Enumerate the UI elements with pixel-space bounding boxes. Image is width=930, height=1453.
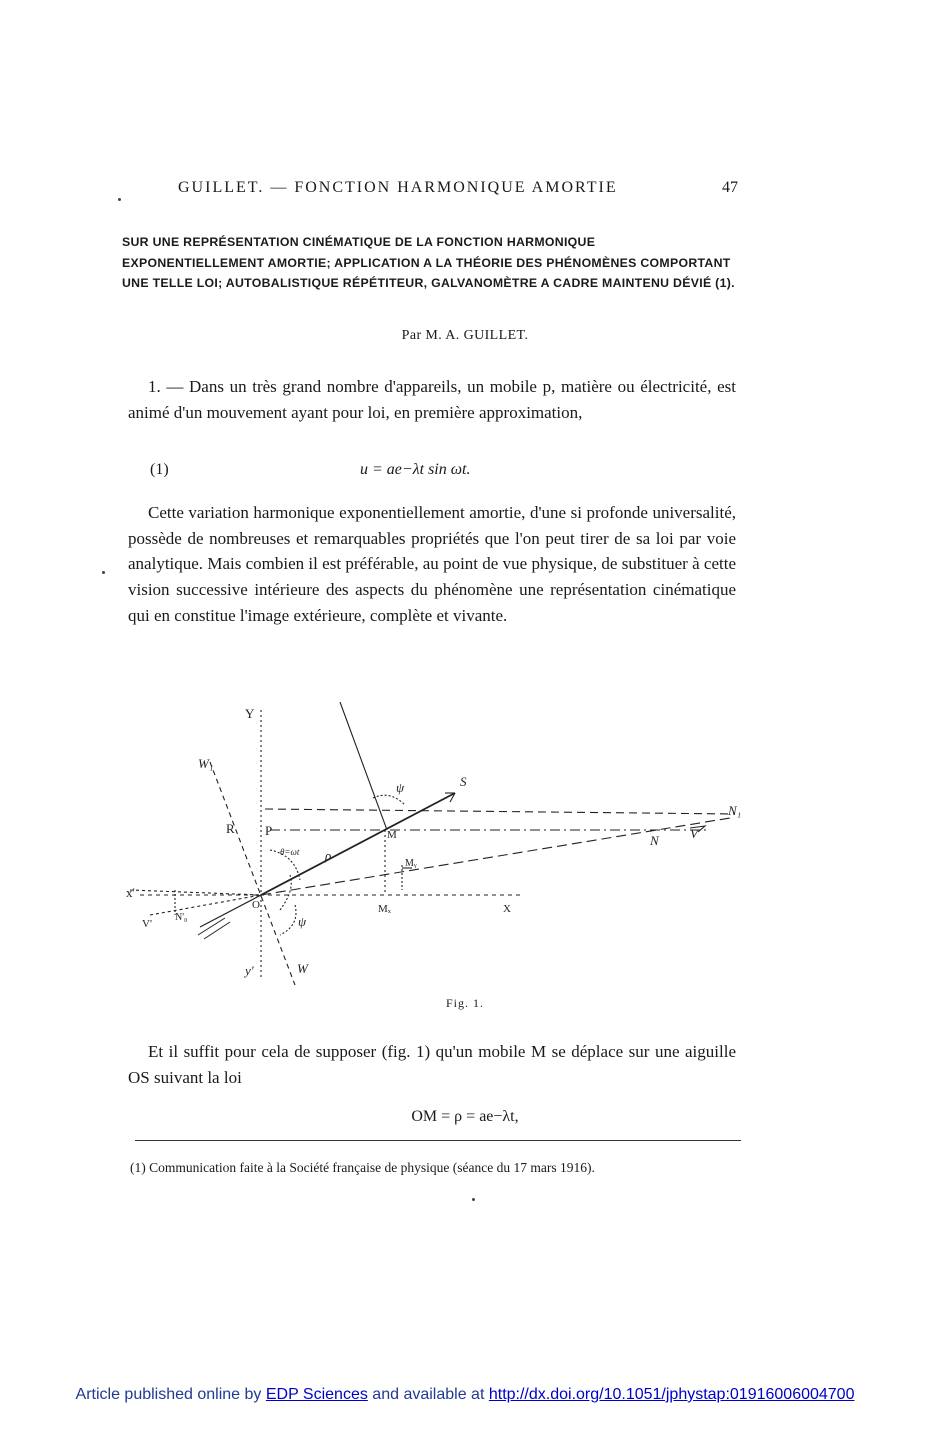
page-number: 47 xyxy=(722,179,738,196)
running-title: GUILLET. — FONCTION HARMONIQUE AMORTIE xyxy=(178,179,618,196)
label-S: S xyxy=(460,774,467,789)
label-X: X xyxy=(503,903,511,915)
footnote-rule xyxy=(135,1140,741,1141)
author-line: Par M. A. GUILLET. xyxy=(401,328,529,343)
article-title: SUR UNE REPRÉSENTATION CINÉMATIQUE DE LA FONCTION HARMONIQUE EXPONENTIELLEMENT AMORTIE; APPLICATION A LA THÉORIE DES PHÉNOMÈNES COMPORTANT UNE TELLE LOI; AUTOBALISTIQUE RÉPÉTITEUR, GALVANOMÈTRE A CADRE MAINTENU DÉVIÉ (1). xyxy=(122,235,735,290)
scan-speck xyxy=(472,1198,475,1201)
paragraph-1 xyxy=(128,374,736,425)
label-O: O xyxy=(252,899,260,911)
label-Nprime: N'₀ xyxy=(175,912,188,923)
label-N1: N₁ xyxy=(728,803,742,818)
needle-os xyxy=(261,793,455,895)
label-W: W xyxy=(297,961,308,976)
equation-1-body: u = ae−λt sin ωt. xyxy=(360,461,471,478)
paragraph-3 xyxy=(128,1039,736,1090)
figure-1-diagram xyxy=(120,690,750,990)
banner-middle: and available at xyxy=(372,1386,485,1403)
footnote: (1) Communication faite à la Société française de physique (séance du 17 mars 1916). xyxy=(130,1160,595,1175)
label-Y: Y xyxy=(245,706,255,721)
scan-speck xyxy=(118,198,121,201)
label-V: V xyxy=(690,826,698,841)
label-Xp: x' xyxy=(126,885,135,900)
label-rho: ρ xyxy=(325,848,332,863)
normal-line xyxy=(340,702,387,830)
label-psi-bottom: ψ xyxy=(298,914,307,929)
w-line xyxy=(210,762,295,985)
paragraph-2 xyxy=(128,500,736,629)
label-Mx: Mₓ xyxy=(378,903,391,915)
label-P: P xyxy=(265,823,273,838)
paragraph-2-text: Cette variation harmonique exponentiellement amortie, d'une si profonde universalité, possède de nombreuses et remarquables propriétés que l'on peut tirer de sa loi par voie analytique. Mais combien il est préférable, au point de vue physique, de substituer à cette vision successive intérieure des aspects du phénomène une représentation cinématique qui en constitue l'image extérieure, complète et vivante. xyxy=(128,503,736,625)
paragraph-3-text: Et il suffit pour cela de supposer (fig. 1) qu'un mobile M se déplace sur une aiguille OS suivant la loi xyxy=(128,1042,736,1087)
label-W1: W₁ xyxy=(198,756,214,771)
label-R: R xyxy=(226,821,235,836)
label-N: N xyxy=(650,833,659,848)
paragraph-1-text: 1. — Dans un très grand nombre d'appareils, un mobile p, matière ou électricité, est animé d'un mouvement ayant pour loi, en première approximation, xyxy=(128,377,736,422)
publisher-link[interactable]: EDP Sciences xyxy=(265,1386,368,1403)
label-psi-top: ψ xyxy=(396,780,405,795)
label-Vp: V' xyxy=(142,918,152,930)
running-header xyxy=(178,179,738,197)
label-M: M xyxy=(387,829,397,841)
label-omega: θ=ωt xyxy=(280,847,300,857)
equation-2: OM = ρ = ae−λt, xyxy=(411,1108,519,1125)
figure-caption: Fig. 1. xyxy=(445,996,484,1010)
label-Yp: y' xyxy=(245,963,254,978)
line-n1 xyxy=(265,809,735,814)
banner-prefix: Article published online by xyxy=(75,1386,262,1403)
scan-speck xyxy=(102,571,105,574)
equation-1-number: (1) xyxy=(150,461,169,478)
label-My: Mᵧ xyxy=(405,858,417,869)
publication-banner xyxy=(0,1386,930,1404)
doi-link[interactable]: http://dx.doi.org/10.1051/jphystap:01916006004700 xyxy=(488,1386,855,1403)
